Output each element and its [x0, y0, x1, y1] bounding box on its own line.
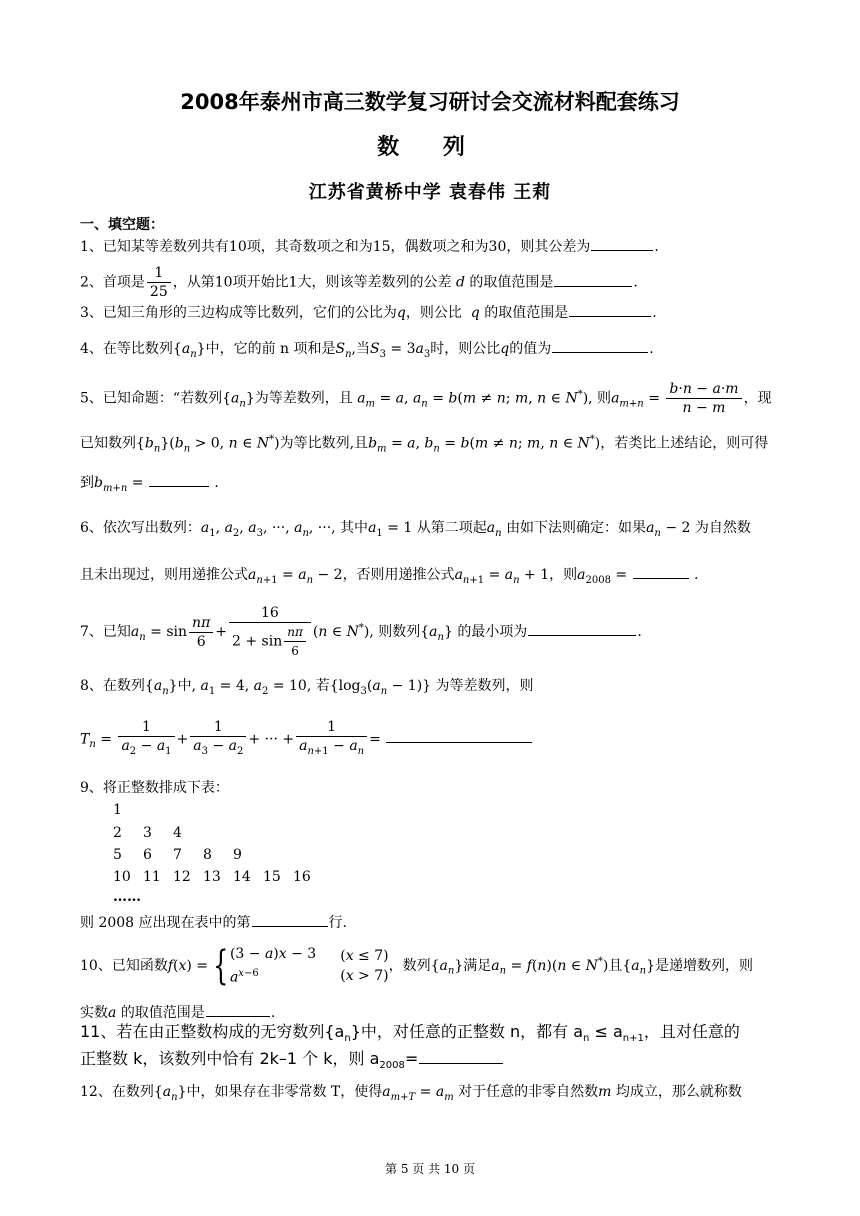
question-6-cont: 且未出现过，则用递推公式$a_{n+1} = a_n - 2$，否则用递推公式$a_{n+1} = a_n + 1$，则$a_{2008}$ = .: [80, 564, 698, 591]
question-10-cont: 实数a 的取值范围是 .: [80, 1002, 275, 1023]
question-7: 7、已知$a_n = \sin$ $\frac{n\pi}{6}$ + 16 2 + sin $\frac{n\pi}{6}$ (n ∈ N*), 则数列$\{a_n\}$ 的最小项为 .: [80, 605, 642, 658]
table-row: 1: [113, 802, 122, 818]
question-5-end: 到$b_{m+n}$ = .: [80, 472, 219, 499]
question-6: 6、依次写出数列：$a_1$, $a_2$, $a_3$, ···, $a_n$, ···, 其中$a_1 = 1$ 从第二项起$a_n$ 由如下法则确定：如果$a_n - 2$ 为自然数: [80, 520, 751, 539]
table-row: 2 3 4: [113, 825, 182, 841]
table-row: 5 6 7 8 9: [113, 847, 242, 863]
question-1: 1、已知某等差数列共有10项，其奇数项之和为15，偶数项之和为30，则其公差为 .: [80, 236, 659, 257]
page-title: 2008年泰州市高三数学复习研讨会交流材料配套练习: [180, 90, 680, 114]
question-9: 9、将正整数排成下表：: [80, 780, 229, 796]
question-5: 5、已知命题：“若数列$\{a_n\}$为等差数列，且 $a_m = a$, $a_n = b(m \ne n$; m, n ∈ N*), 则$a_{m+n}$ = $\frac{b\cdot n - a\cdot m}{n - m}$ ，现: [80, 381, 772, 416]
question-8-formula: $T_n$ = $\frac{1}{a_2 - a_1}$ + $\frac{1}{a_3 - a_2}$ + ··· + $\frac{1}{a_{n+1} - a_n}$ =: [80, 718, 533, 761]
question-8: 8、在数列$\{a_n\}$中, $a_1 = 4$, $a_2 = 10$, 若$\{\log_3(a_n - 1)\}$ 为等差数列，则: [80, 678, 534, 697]
question-5-cont: 已知数列$\{b_n\}(b_n > 0$, n ∈ N*)为等比数列,且$b_m = a$, $b_n = b(m \ne n$; m, n ∈ N*)，若类比上述结论，则可得: [80, 434, 769, 455]
question-9-ask: 则 2008 应出现在表中的第 行.: [80, 912, 347, 933]
question-11: 11、若在由正整数构成的无穷数列$\{a_n\}$中，对任意的正整数 n，都有 $a_n \le a_{n+1}$，且对任意的: [80, 1022, 740, 1045]
table-row: ……: [113, 889, 141, 905]
section-heading: 一、填空题：: [80, 217, 164, 233]
table-row: 10 11 12 13 14 15 16: [113, 869, 311, 885]
question-3: 3、已知三角形的三边构成等比数列，它们的公比为q，则公比 q 的取值范围是 .: [80, 302, 657, 323]
page-footer: 第 5 页 共 10 页: [385, 1162, 475, 1176]
question-2: 2、首项是 $\frac{1}{25}$ ，从第10项开始比1大，则该等差数列的公差 d 的取值范围是 .: [80, 265, 638, 300]
author-line: 江苏省黄桥中学 袁春伟 王莉: [308, 182, 552, 203]
question-4: 4、在等比数列$\{a_n\}$中，它的前 n 项和是$S_n$,当$S_3 = 3a_3$时，则公比q的值为 .: [80, 338, 654, 365]
question-10: 10、已知函数f(x) = {(3 − a)x − 3 $a^{x-6}(x \le 7)$ (x > 7)，数列$\{a_n\}$满足$a_n = f(n)(n$ ∈ N*)且$\{a_n\}$是递增数列，则: [80, 942, 753, 989]
question-11-cont: 正整数 k，该数列中恰有 2k–1 个 k，则 $a_{2008}=$: [80, 1049, 504, 1076]
question-12: 12、在数列$\{a_n\}$中，如果存在非零常数 T，使得$a_{m+T} = a_m$ 对于任意的非零自然数m 均成立，那么就称数: [80, 1084, 742, 1103]
page-subtitle: 数 列: [377, 135, 483, 160]
